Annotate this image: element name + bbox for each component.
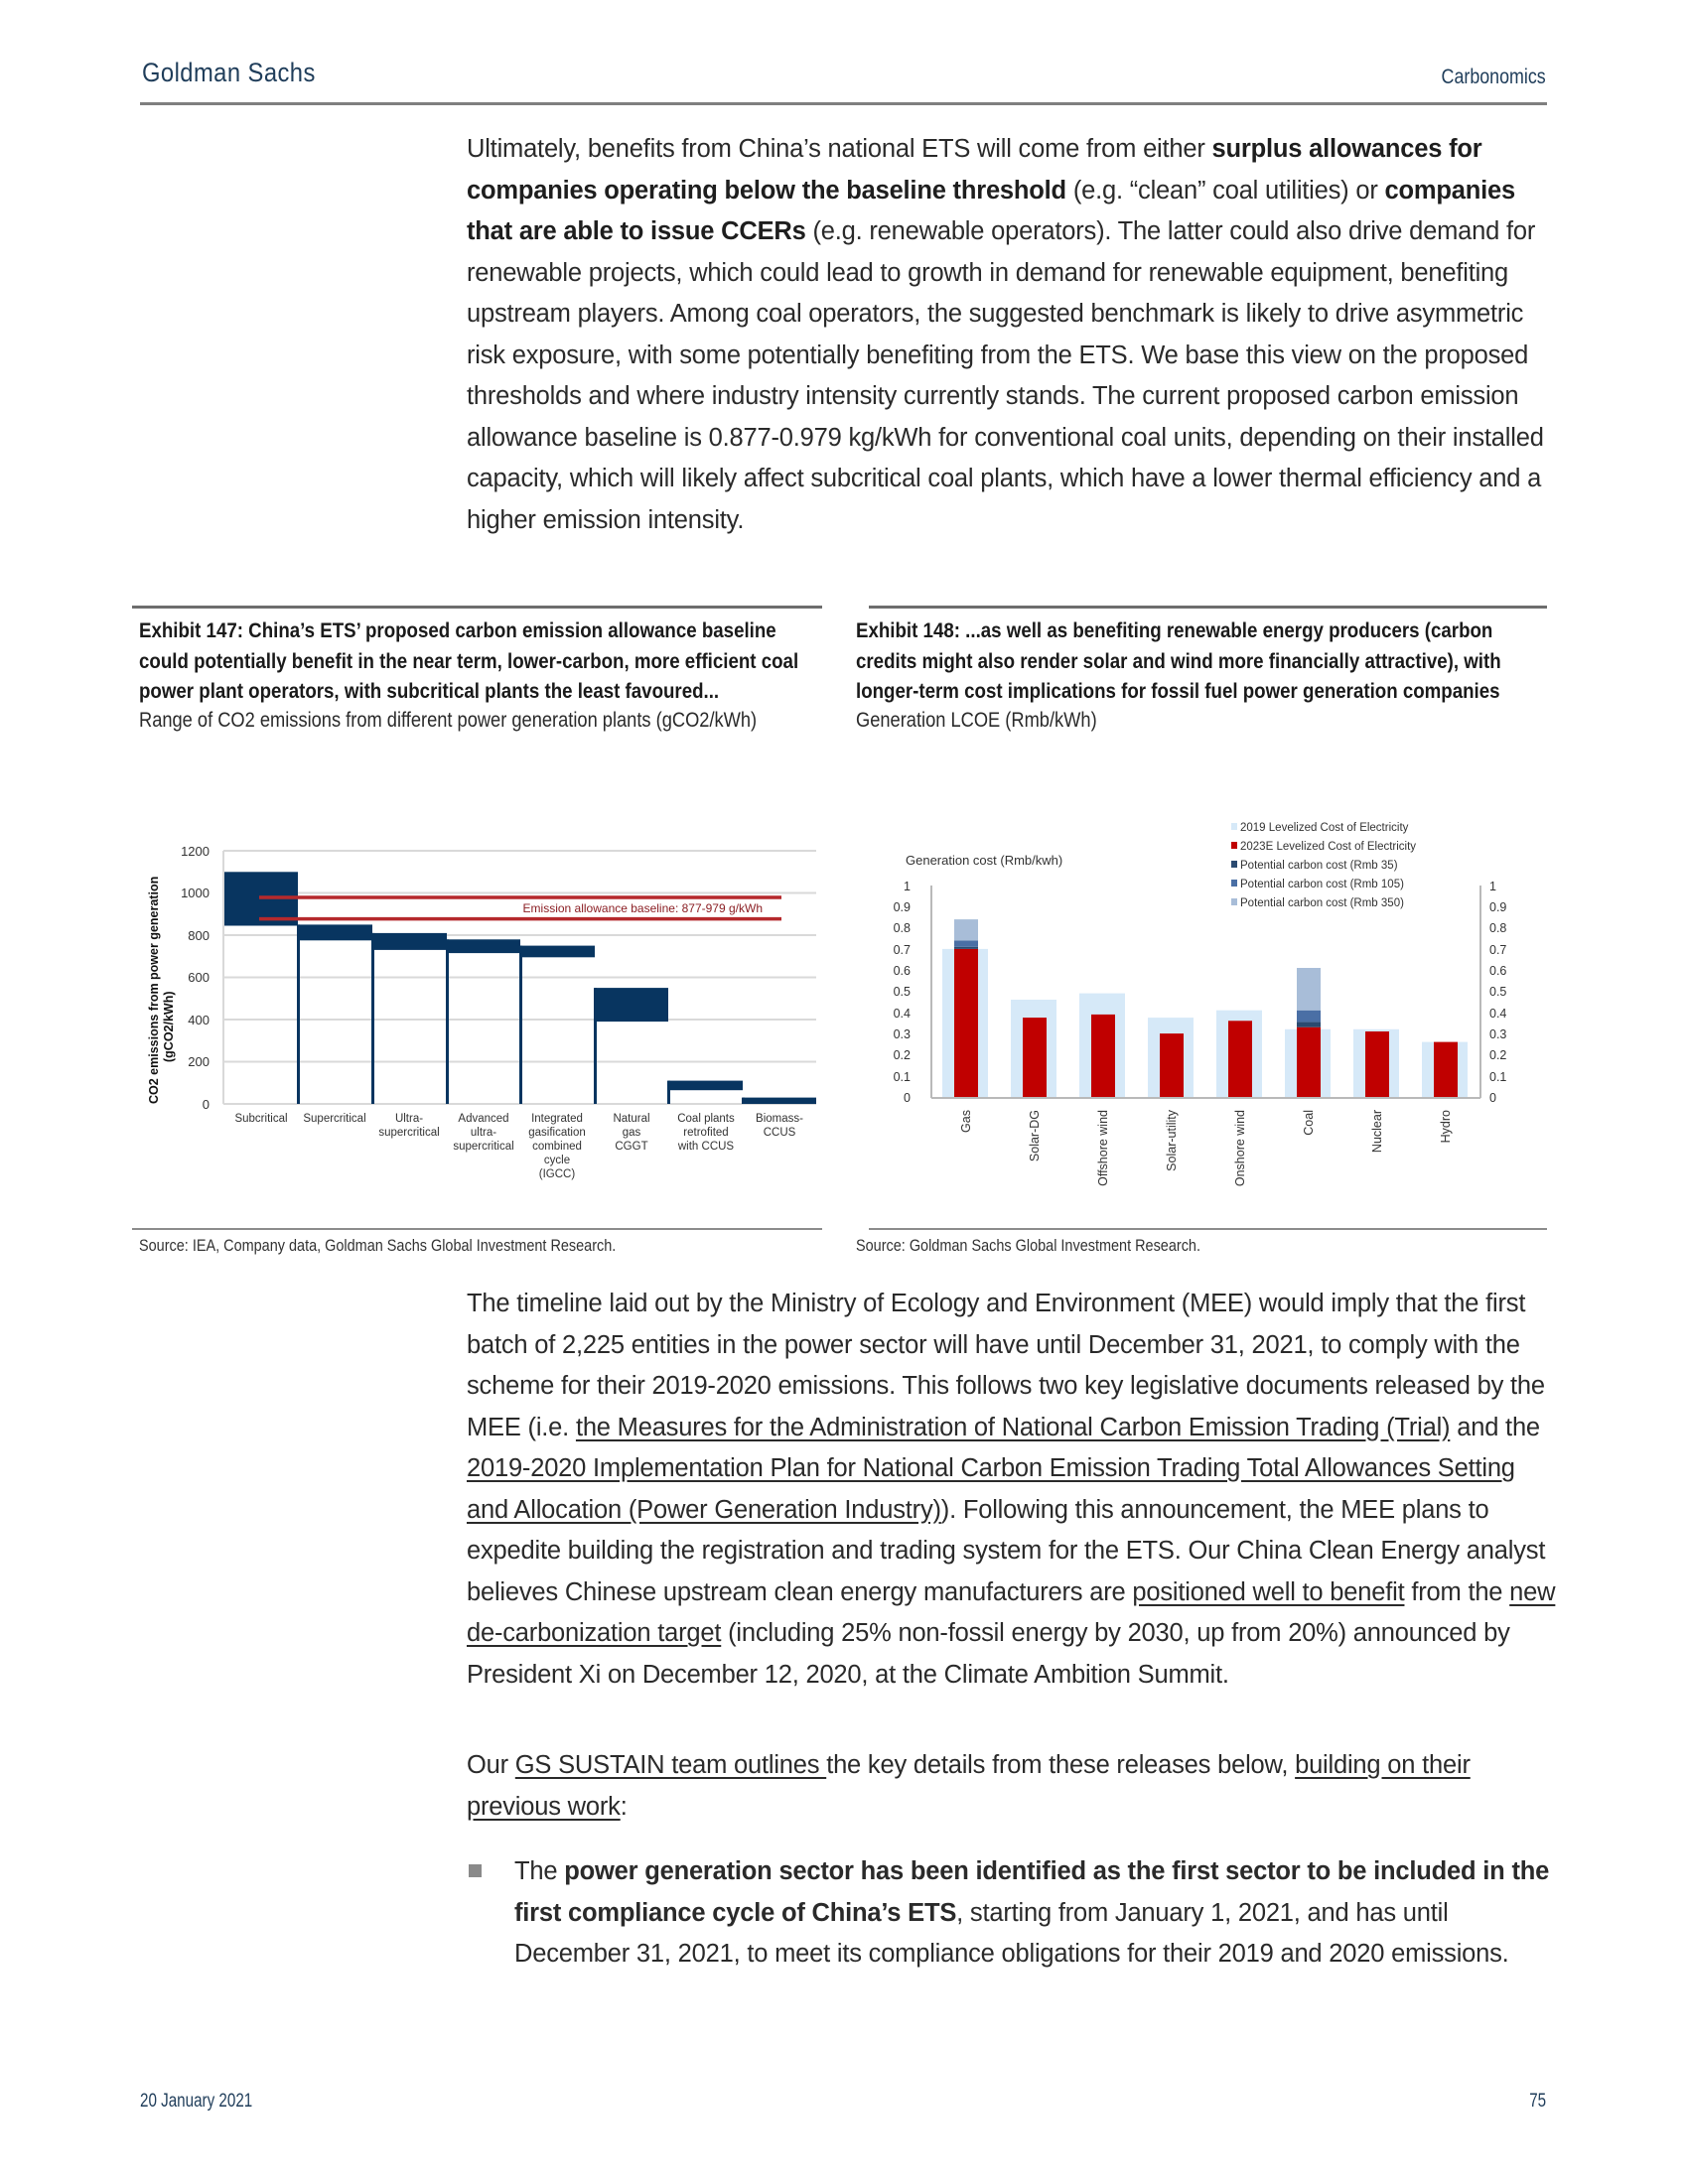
exhibit-148-header bbox=[856, 615, 1640, 735]
legend-rmb350: Potential carbon cost (Rmb 350) bbox=[1240, 897, 1404, 909]
svg-text:0.1: 0.1 bbox=[893, 1070, 911, 1084]
legend-swatch-rmb35 bbox=[1231, 861, 1237, 868]
x-axis-labels bbox=[234, 1113, 803, 1180]
y-axis-right bbox=[1489, 880, 1506, 1105]
y-axis-ticks bbox=[181, 844, 210, 1112]
link-decarbonization-target[interactable]: new de-carbonization target bbox=[467, 1577, 1556, 1647]
svg-text:0: 0 bbox=[1489, 1091, 1496, 1105]
svg-text:Ultra-: Ultra- bbox=[394, 1113, 424, 1125]
series-2023e-lcoe bbox=[954, 949, 1458, 1097]
legend-swatch-2019 bbox=[1231, 823, 1237, 830]
svg-text:0.4: 0.4 bbox=[1489, 1007, 1507, 1021]
svg-text:Nuclear: Nuclear bbox=[1370, 1110, 1384, 1154]
svg-text:0.6: 0.6 bbox=[1489, 964, 1507, 978]
svg-text:0.7: 0.7 bbox=[1489, 943, 1507, 957]
svg-text:0.3: 0.3 bbox=[893, 1027, 911, 1041]
svg-text:gasification: gasification bbox=[528, 1127, 586, 1139]
bullet-square-icon bbox=[469, 1864, 482, 1877]
svg-text:0: 0 bbox=[202, 1097, 210, 1112]
link-implementation-plan[interactable]: 2019-2020 Implementation Plan for National Carbon Emission Trading Total Allowances Setting and Allocation (Power Generation Industry) bbox=[467, 1454, 1515, 1524]
svg-text:Onshore wind: Onshore wind bbox=[1233, 1110, 1247, 1187]
svg-text:0.6: 0.6 bbox=[893, 964, 911, 978]
svg-text:Solar-utility: Solar-utility bbox=[1165, 1110, 1179, 1171]
svg-text:0.5: 0.5 bbox=[1489, 985, 1507, 999]
svg-text:0.3: 0.3 bbox=[1489, 1027, 1507, 1041]
svg-text:600: 600 bbox=[188, 970, 210, 985]
svg-text:0.1: 0.1 bbox=[1489, 1070, 1507, 1084]
link-previous-work[interactable]: building on their previous work bbox=[467, 1751, 1471, 1821]
exhibit-147-chart bbox=[132, 824, 827, 1201]
svg-text:0.2: 0.2 bbox=[1489, 1048, 1507, 1062]
exhibit-147-title: Exhibit 147: China’s ETS’ proposed carbon emission allowance baseline could potentially benefit in the near term, lower-carbon, more efficient coal power plant operators, with subcritical plants the least favoured... bbox=[139, 618, 799, 703]
svg-text:CGGT: CGGT bbox=[615, 1141, 648, 1153]
paragraph-ets-benefits: Ultimately, benefits from China’s national ETS will come from either surplus allowances for companies operating below the baseline threshold (e.g. “clean” coal utilities) or companies that are able to issue CCERs (e.g. renewable operators). The latter could also drive demand for renewable projects, which could lead to growth in demand for renewable equipment, benefiting upstream players. Among coal operators, the suggested benchmark is likely to drive asymmetric risk exposure, with some potentially benefiting from the ETS. We base this view on the proposed thresholds and where industry intensity currently stands. The current proposed carbon emission allowance baseline is 0.877-0.979 kg/kWh for conventional coal units, depending on their installed capacity, which will likely affect subcritical coal plants, which have a lower thermal efficiency and a higher emission intensity. bbox=[467, 135, 1544, 534]
svg-text:800: 800 bbox=[188, 928, 210, 943]
svg-text:0.4: 0.4 bbox=[893, 1007, 911, 1021]
link-measures-administration[interactable]: the Measures for the Administration of National Carbon Emission Trading (Trial) bbox=[575, 1413, 1451, 1441]
svg-text:ultra-: ultra- bbox=[470, 1127, 497, 1139]
legend-2023e: 2023E Levelized Cost of Electricity bbox=[1240, 841, 1417, 853]
exhibit-148-source: Source: Goldman Sachs Global Investment Research. bbox=[856, 1236, 1200, 1255]
svg-text:1200: 1200 bbox=[181, 844, 210, 859]
svg-text:combined: combined bbox=[532, 1141, 582, 1153]
svg-text:Biomass-: Biomass- bbox=[756, 1113, 803, 1125]
exhibit-148-source-rule bbox=[869, 1228, 1547, 1230]
header-divider bbox=[140, 102, 1547, 105]
svg-text:Offshore wind: Offshore wind bbox=[1096, 1110, 1110, 1186]
exhibit-148-chart bbox=[869, 819, 1554, 1196]
svg-text:400: 400 bbox=[188, 1013, 210, 1027]
svg-text:1: 1 bbox=[904, 880, 911, 893]
exhibit-147-source: Source: IEA, Company data, Goldman Sachs Global Investment Research. bbox=[139, 1236, 617, 1255]
svg-text:0.7: 0.7 bbox=[893, 943, 911, 957]
svg-text:(IGCC): (IGCC) bbox=[538, 1168, 576, 1180]
chart-legend bbox=[1231, 822, 1416, 909]
exhibit-148-top-rule bbox=[869, 606, 1547, 609]
svg-text:0.9: 0.9 bbox=[893, 900, 911, 914]
svg-text:CCUS: CCUS bbox=[763, 1127, 796, 1139]
exhibit-147-source-rule bbox=[132, 1228, 822, 1230]
svg-text:1000: 1000 bbox=[181, 886, 210, 900]
legend-2019: 2019 Levelized Cost of Electricity bbox=[1240, 822, 1409, 834]
report-section-name: Carbonomics bbox=[1441, 66, 1546, 88]
exhibit-147-top-rule bbox=[132, 606, 822, 609]
legend-rmb105: Potential carbon cost (Rmb 105) bbox=[1240, 879, 1404, 890]
svg-text:Advanced: Advanced bbox=[458, 1113, 509, 1125]
svg-text:cycle: cycle bbox=[543, 1155, 571, 1166]
svg-text:0: 0 bbox=[904, 1091, 911, 1105]
legend-swatch-rmb105 bbox=[1231, 880, 1237, 887]
svg-text:Natural: Natural bbox=[613, 1113, 650, 1125]
paragraph-gs-sustain: Our GS SUSTAIN team outlines the key details from these releases below, building on their previous work: bbox=[467, 1751, 1471, 1821]
svg-text:Solar-DG: Solar-DG bbox=[1028, 1110, 1042, 1162]
page-number: 75 bbox=[1529, 2091, 1546, 2112]
x-axis-labels bbox=[959, 1109, 1453, 1186]
svg-text:Integrated: Integrated bbox=[531, 1113, 583, 1125]
y-axis-left bbox=[894, 880, 911, 1105]
svg-text:1: 1 bbox=[1489, 880, 1496, 893]
svg-text:Supercritical: Supercritical bbox=[303, 1113, 366, 1125]
svg-text:0.8: 0.8 bbox=[893, 921, 911, 935]
svg-text:Subcritical: Subcritical bbox=[234, 1113, 288, 1125]
svg-text:supercritical: supercritical bbox=[378, 1127, 440, 1139]
y-axis-title bbox=[147, 877, 176, 1104]
exhibit-147-header bbox=[139, 615, 923, 735]
series-carbon-cost-stacks bbox=[954, 919, 1321, 1027]
svg-text:retrofited: retrofited bbox=[683, 1127, 729, 1139]
svg-text:0.5: 0.5 bbox=[893, 985, 911, 999]
svg-text:Coal: Coal bbox=[1302, 1110, 1316, 1136]
svg-text:with CCUS: with CCUS bbox=[677, 1141, 735, 1153]
svg-text:0.8: 0.8 bbox=[1489, 921, 1507, 935]
brand-logo-text: Goldman Sachs bbox=[142, 58, 316, 87]
legend-rmb35: Potential carbon cost (Rmb 35) bbox=[1240, 860, 1398, 872]
chart-axis-title: Generation cost (Rmb/kwh) bbox=[906, 853, 1063, 868]
svg-text:Gas: Gas bbox=[959, 1110, 973, 1133]
svg-text:0.2: 0.2 bbox=[893, 1048, 911, 1062]
legend-swatch-2023e bbox=[1231, 842, 1237, 849]
footer-date: 20 January 2021 bbox=[140, 2091, 253, 2112]
svg-text:Coal plants: Coal plants bbox=[677, 1113, 735, 1125]
svg-text:200: 200 bbox=[188, 1054, 210, 1069]
exhibit-148-title: Exhibit 148: ...as well as benefiting renewable energy producers (carbon credits might also render solar and wind more financially attractive), with longer-term cost implications for fossil fuel power generation companies bbox=[856, 618, 1501, 703]
svg-text:Hydro: Hydro bbox=[1439, 1110, 1453, 1144]
baseline-annotation: Emission allowance baseline: 877-979 g/kWh bbox=[522, 901, 763, 915]
svg-text:0.9: 0.9 bbox=[1489, 900, 1507, 914]
link-positioned-well[interactable]: positioned well to benefit bbox=[1132, 1577, 1405, 1606]
svg-text:supercritical: supercritical bbox=[453, 1141, 514, 1153]
svg-text:(gCO2/kWh): (gCO2/kWh) bbox=[162, 991, 176, 1062]
svg-text:gas: gas bbox=[622, 1127, 641, 1139]
bullet-text: The power generation sector has been identified as the first sector to be included in the first compliance cycle of China’s ETS, starting from January 1, 2021, and has until December 31, 2021, to meet its compliance obligations for their 2019 and 2020 emissions. bbox=[514, 1857, 1550, 1968]
paragraph-mee-timeline: The timeline laid out by the Ministry of Ecology and Environment (MEE) would imply that the first batch of 2,225 entities in the power sector will have until December 31, 2021, to comply with the scheme for their 2019-2020 emissions. This follows two key legislative documents released by the MEE (i.e. the Measures for the Administration of National Carbon Emission Trading (Trial) and the 2019-2020 Implementation Plan for National Carbon Emission Trading Total Allowances Setting and Allocation (Power Generation Industry)). Following this announcement, the MEE plans to expedite building the registration and trading system for the ETS. Our China Clean Energy analyst believes Chinese upstream clean energy manufacturers are positioned well to benefit from the new de-carbonization target (including 25% non-fossil energy by 2030, up from 20%) announced by President Xi on December 12, 2020, at the Climate Ambition Summit. bbox=[467, 1290, 1556, 1689]
svg-text:CO2 emissions from power gener: CO2 emissions from power generation bbox=[147, 876, 161, 1104]
legend-swatch-rmb350 bbox=[1231, 898, 1237, 905]
link-gs-sustain-team[interactable]: GS SUSTAIN team outlines bbox=[514, 1751, 827, 1779]
exhibit-148-subtitle: Generation LCOE (Rmb/kWh) bbox=[856, 708, 1097, 732]
exhibit-147-subtitle: Range of CO2 emissions from different power generation plants (gCO2/kWh) bbox=[139, 708, 758, 732]
